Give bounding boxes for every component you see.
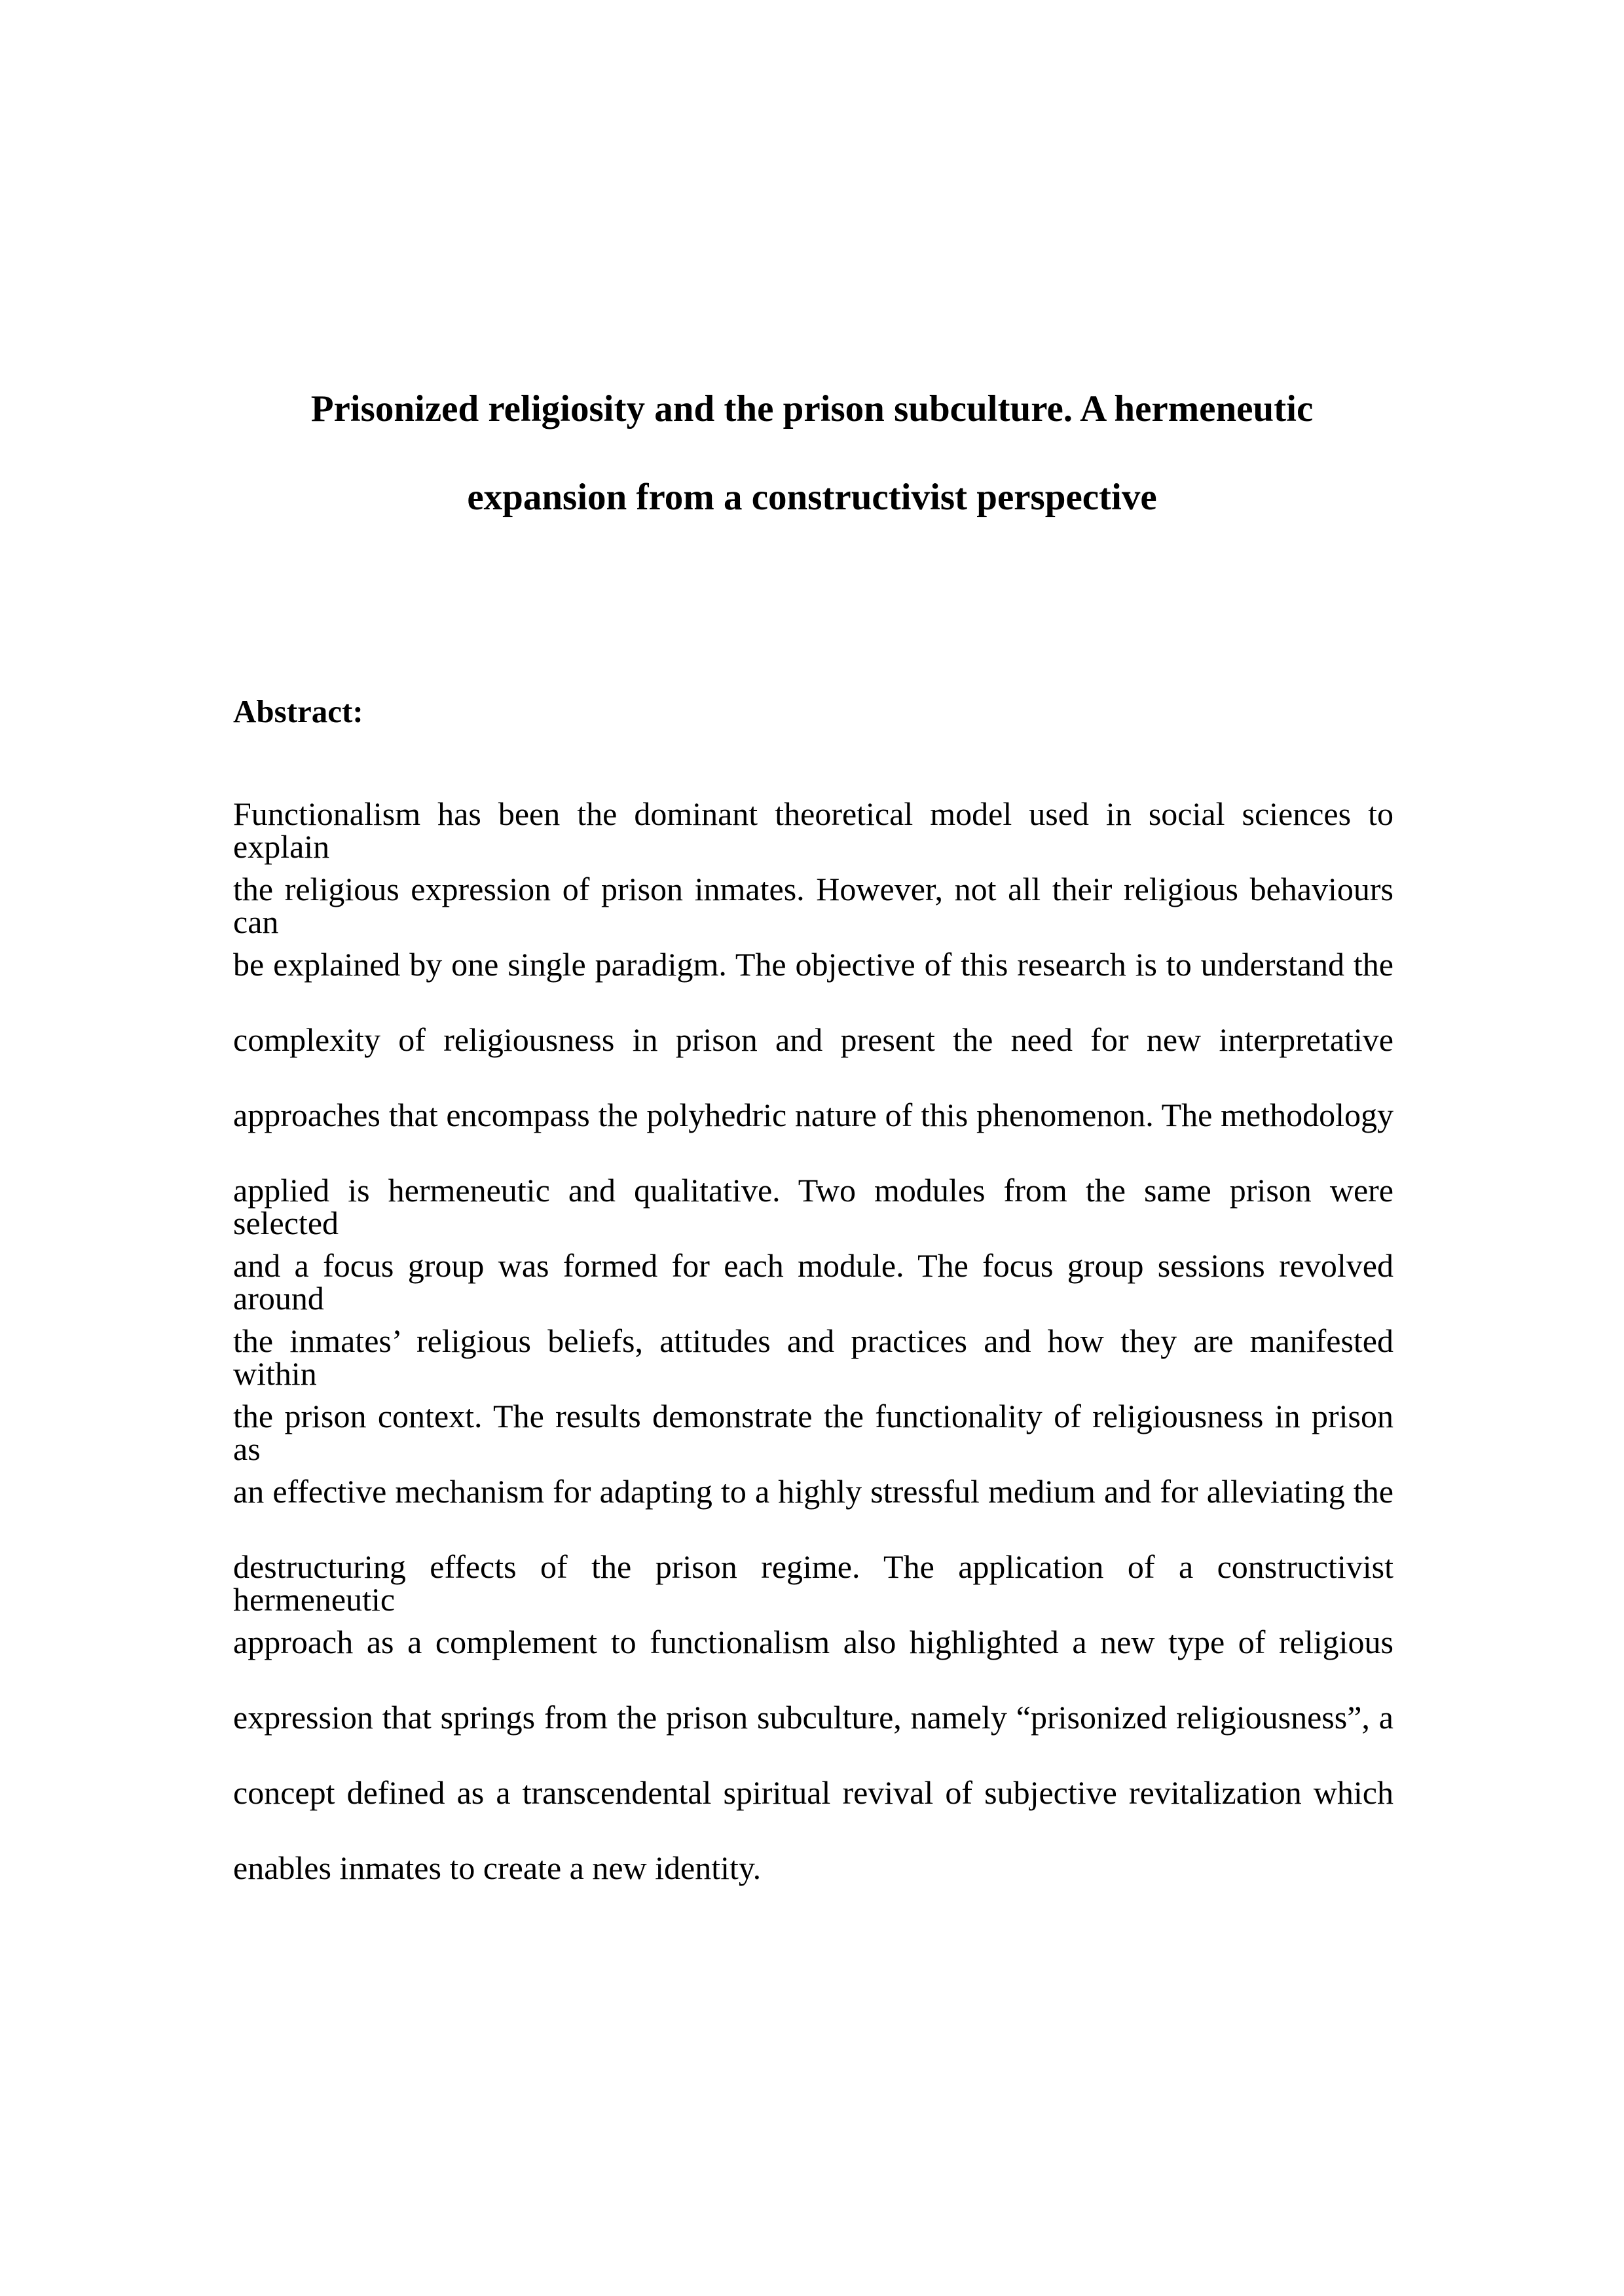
abstract-line: approach as a complement to functionalism also highlighted a new type of religious [233,1624,1393,1660]
abstract-line: and a focus group was formed for each module. The focus group sessions revolved around [233,1247,1393,1317]
abstract-line: concept defined as a transcendental spiritual revival of subjective revitalization which [233,1774,1393,1811]
abstract-line: complexity of religiousness in prison and present the need for new interpretative [233,1021,1393,1058]
abstract-line: Functionalism has been the dominant theoretical model used in social sciences to explain [233,795,1393,865]
abstract-line: the inmates’ religious beliefs, attitudes and practices and how they are manifested within [233,1322,1393,1392]
abstract-line: the prison context. The results demonstrate the functionality of religiousness in prison as [233,1398,1393,1467]
abstract-line: expression that springs from the prison subculture, namely “prisonized religiousness”, a [233,1699,1393,1736]
abstract-line: an effective mechanism for adapting to a highly stressful medium and for alleviating the [233,1473,1393,1510]
abstract-line-last: enables inmates to create a new identity. [233,1850,762,1886]
paper-title-line-2: expansion from a constructivist perspective [467,477,1157,518]
abstract-line: approaches that encompass the polyhedric nature of this phenomenon. The methodology [233,1097,1393,1133]
abstract-heading: Abstract: [233,693,363,729]
abstract-line: the religious expression of prison inmates. However, not all their religious behaviours can [233,871,1393,940]
abstract-line: destructuring effects of the prison regime. The application of a constructivist hermeneutic [233,1548,1393,1618]
abstract-line: applied is hermeneutic and qualitative. Two modules from the same prison were selected [233,1172,1393,1241]
abstract-line: be explained by one single paradigm. The objective of this research is to understand the [233,946,1393,983]
paper-title-line-1: Prisonized religiosity and the prison subculture. A hermeneutic [310,388,1314,429]
abstract-body [233,797,1393,1927]
